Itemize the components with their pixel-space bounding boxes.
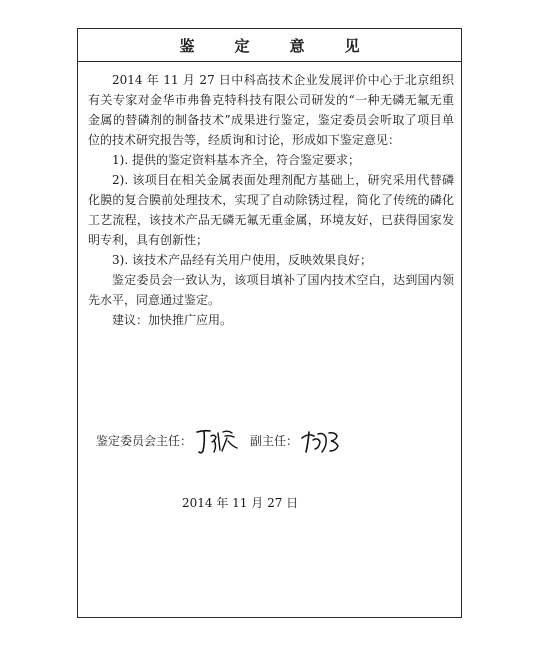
paragraph-conclusion: 鉴定委员会一致认为，该项目填补了国内技术空白，达到国内领先水平，同意通过鉴定。 <box>88 273 454 307</box>
form-title: 鉴定意见 <box>179 36 400 55</box>
vice-chair-signature-handwritten <box>300 424 342 456</box>
paragraph-item-2: 2). 该项目在相关金属表面处理剂配方基础上，研究采用代替磷化膜的复合膜前处理技术，实现了自动除锈过程，简化了传统的磷化工艺流程，该技术产品无磷无氟无重金属，环境友好，已获得国家发明专利，具有创新性； <box>88 173 454 247</box>
opinion-form-frame <box>77 28 462 618</box>
chair-label: 鉴定委员会主任： <box>96 433 193 448</box>
title-row <box>78 29 461 62</box>
signing-date: 2014 年 11 月 27 日 <box>182 496 299 510</box>
paragraph-intro: 2014 年 11 月 27 日中科高技术企业发展评价中心于北京组织有关专家对金华市弗鲁克特科技有限公司研发的“一种无磷无氟无重金属的替磷剂的制备技术”成果进行鉴定，鉴定委员会听取了项目单位的技术研究报告等，经质询和讨论，形成如下鉴定意见： <box>88 73 454 147</box>
paragraph-item-3: 3). 该技术产品经有关用户使用，反映效果良好； <box>112 253 372 267</box>
paragraph-suggestion: 建议：加快推广应用。 <box>112 313 233 327</box>
opinion-body <box>88 70 454 330</box>
chair-signature-handwritten <box>194 424 240 456</box>
signature-row <box>96 422 376 458</box>
paragraph-item-1: 1). 提供的鉴定资料基本齐全，符合鉴定要求； <box>112 153 360 167</box>
vice-chair-label: 副主任： <box>250 433 299 448</box>
